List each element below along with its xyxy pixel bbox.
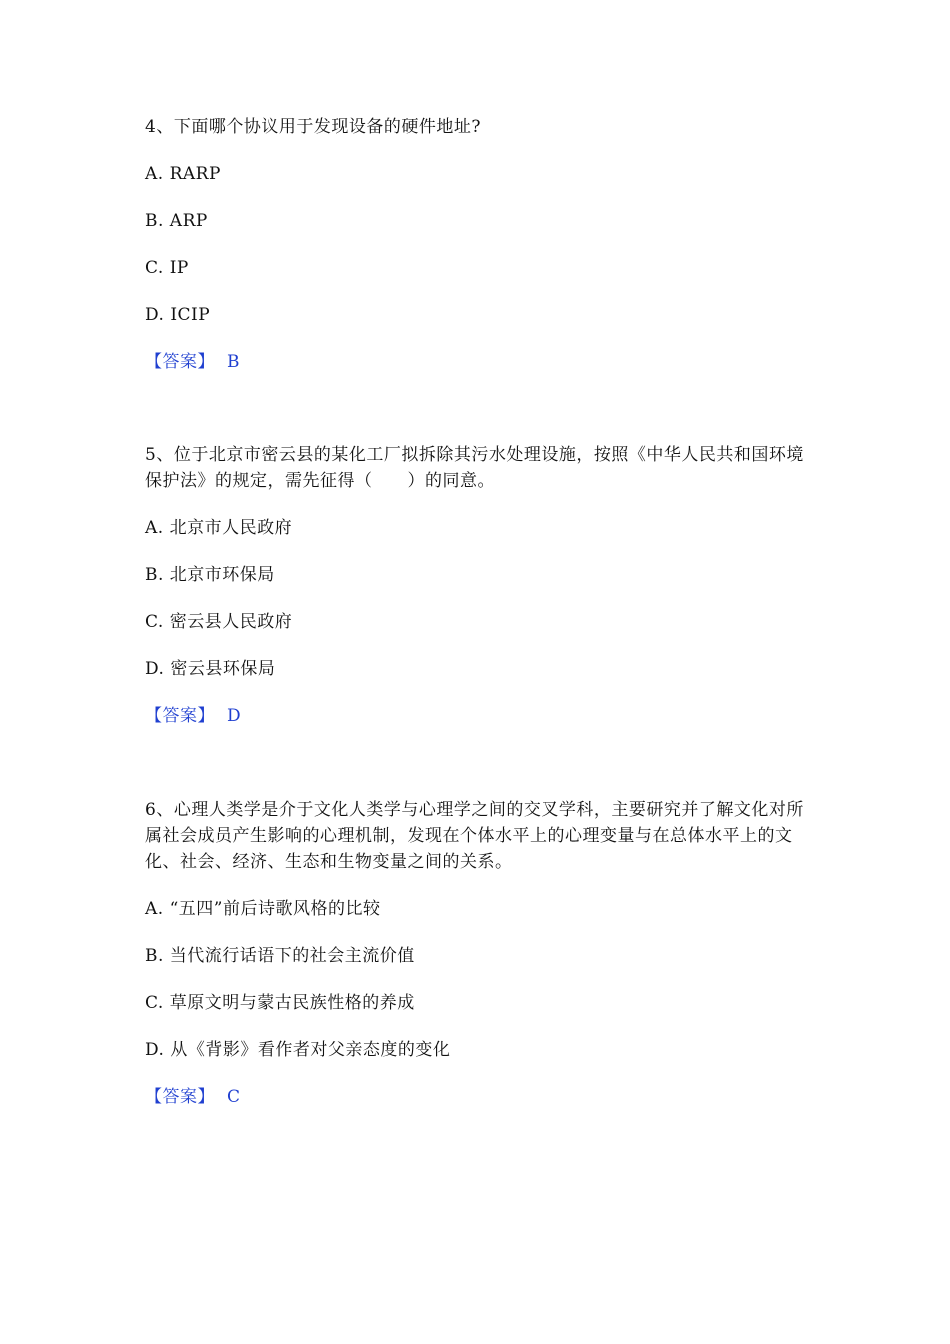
option-c: C. IP [145,258,189,278]
answer-value: D [227,706,242,726]
option-a: A. RARP [145,164,221,184]
option-d: D. ICIP [145,305,211,325]
answer-label: 【答案】 [145,352,215,372]
option-a: A. “五四”前后诗歌风格的比较 [145,899,381,919]
option-c: C. 密云县人民政府 [145,612,293,632]
option-b: B. 当代流行话语下的社会主流价值 [145,946,415,966]
question-4 [145,114,810,375]
question-stem: 4、下面哪个协议用于发现设备的硬件地址? [145,117,481,137]
answer-value: B [227,352,240,372]
option-b: B. ARP [145,211,208,231]
option-c: C. 草原文明与蒙古民族性格的养成 [145,993,415,1013]
question-stem: 6、心理人类学是介于文化人类学与心理学之间的交叉学科，主要研究并了解文化对所属社会成员产生影响的心理机制，发现在个体水平上的心理变量与在总体水平上的文化、社会、经济、生态和生物变量之间的关系。 [145,800,804,872]
option-b: B. 北京市环保局 [145,565,275,585]
answer-value: C [227,1087,241,1107]
answer-line [145,703,810,729]
answer-line [145,1084,810,1110]
option-d: D. 从《背影》看作者对父亲态度的变化 [145,1040,451,1060]
question-5 [145,442,810,729]
question-stem: 5、位于北京市密云县的某化工厂拟拆除其污水处理设施，按照《中华人民共和国环境保护法》的规定，需先征得（ ）的同意。 [145,445,804,491]
answer-label: 【答案】 [145,706,215,726]
option-a: A. 北京市人民政府 [145,518,293,538]
question-6 [145,797,810,1110]
option-d: D. 密云县环保局 [145,659,276,679]
answer-label: 【答案】 [145,1087,215,1107]
answer-line [145,349,810,375]
